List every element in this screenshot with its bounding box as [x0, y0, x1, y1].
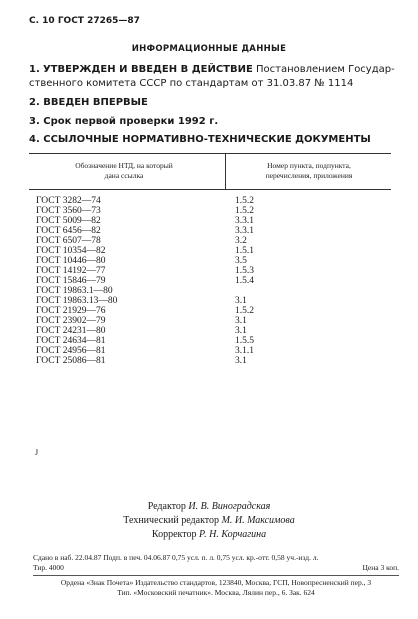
section-title: ИНФОРМАЦИОННЫЕ ДАННЫЕ: [131, 44, 287, 54]
table-body: [29, 196, 391, 366]
table-column-divider: [225, 153, 226, 189]
item-approved: [29, 63, 401, 90]
imprint-printer-line: Тип. «Московский печатник». Москва, Лялин пер., 6. Зак. 624: [117, 588, 315, 597]
point-cell: 3.1: [235, 316, 247, 326]
table-row: [29, 306, 391, 316]
imprint-price: Цена 3 коп.: [362, 563, 399, 572]
point-cell: 3.1: [235, 326, 247, 336]
item-lead: УТВЕРЖДЕН И ВВЕДЕН В ДЕЙСТВИЕ: [42, 64, 253, 75]
column-header-point: [229, 161, 389, 181]
column-header-ntd: [39, 161, 209, 181]
table-row: [29, 256, 391, 266]
ntd-cell: ГОСТ 19863.1—80: [36, 286, 113, 296]
column-header-point-line1: Номер пункта, подпункта,: [267, 161, 351, 170]
item-text-line2: ственного комитета СССР по стандартам от 31.03.87 № 1114: [29, 77, 354, 89]
ntd-cell: ГОСТ 14192—77: [36, 266, 106, 276]
point-cell: 3.5: [235, 256, 247, 266]
table-row: [29, 326, 391, 336]
imprint-circulation: Тир. 4000: [33, 563, 64, 572]
table-row: [29, 286, 391, 296]
table-row: [29, 356, 391, 366]
table-row: [29, 236, 391, 246]
item-review-date: 3. Срок первой проверки 1992 г.: [29, 116, 219, 127]
table-row: [29, 266, 391, 276]
table-row: [29, 336, 391, 346]
imprint-divider: [33, 575, 399, 576]
point-cell: 1.5.4: [235, 276, 254, 286]
ntd-cell: ГОСТ 5009—82: [36, 216, 101, 226]
table-header-rule: [29, 189, 391, 190]
point-cell: 1.5.2: [235, 306, 254, 316]
point-cell: 1.5.2: [235, 206, 254, 216]
ntd-cell: ГОСТ 6456—82: [36, 226, 101, 236]
ntd-cell: ГОСТ 24634—81: [36, 336, 106, 346]
column-header-point-line2: перечисления, приложения: [265, 171, 353, 180]
item-introduced: 2. ВВЕДЕН ВПЕРВЫЕ: [29, 97, 148, 108]
point-cell: 3.3.1: [235, 216, 254, 226]
table-row: [29, 206, 391, 216]
table-top-rule: [29, 153, 391, 154]
column-header-ntd-line2: дана ссылка: [104, 171, 144, 180]
corrector-name: Р. Н. Корчагина: [198, 529, 267, 540]
table-row: [29, 346, 391, 356]
point-cell: 1.5.2: [235, 196, 254, 206]
table-row: [29, 296, 391, 306]
credits-block: [0, 500, 418, 542]
ntd-cell: ГОСТ 3560—73: [36, 206, 101, 216]
tech-editor-label: Технический редактор: [123, 515, 220, 526]
ntd-cell: ГОСТ 10354—82: [36, 246, 106, 256]
column-header-ntd-line1: Обозначение НТД, на который: [75, 161, 173, 170]
table-row: [29, 246, 391, 256]
ntd-cell: ГОСТ 23902—79: [36, 316, 106, 326]
corrector-label: Корректор: [151, 529, 197, 540]
page-header: С. 10 ГОСТ 27265—87: [29, 16, 140, 26]
point-cell: 3.1: [235, 356, 247, 366]
ntd-cell: ГОСТ 24956—81: [36, 346, 106, 356]
editor-name: И. В. Виноградская: [188, 501, 271, 512]
ntd-cell: ГОСТ 24231—80: [36, 326, 106, 336]
ntd-cell: ГОСТ 19863.13—80: [36, 296, 118, 306]
table-row: [29, 226, 391, 236]
ntd-cell: ГОСТ 3282—74: [36, 196, 101, 206]
ntd-cell: ГОСТ 25086—81: [36, 356, 106, 366]
table-row: [29, 216, 391, 226]
point-cell: 3.1: [235, 296, 247, 306]
point-cell: 3.2: [235, 236, 247, 246]
editor-label: Редактор: [147, 501, 186, 512]
stray-mark: J: [35, 448, 39, 457]
point-cell: 3.3.1: [235, 226, 254, 236]
item-reference-docs: 4. ССЫЛОЧНЫЕ НОРМАТИВНО-ТЕХНИЧЕСКИЕ ДОКУМЕНТЫ: [29, 134, 371, 145]
ntd-cell: ГОСТ 21929—76: [36, 306, 106, 316]
point-cell: 1.5.5: [235, 336, 254, 346]
editor-line: [0, 500, 418, 514]
point-cell: 3.1.1: [235, 346, 254, 356]
tech-editor-name: М. И. Максимова: [221, 515, 295, 526]
imprint-print-data: [33, 553, 399, 573]
point-cell: 1.5.1: [235, 246, 254, 256]
table-row: [29, 316, 391, 326]
table-row: [29, 196, 391, 206]
imprint-publisher: [33, 578, 399, 598]
table-row: [29, 276, 391, 286]
item-text-rest: Постановлением Государ-: [256, 64, 395, 75]
ntd-cell: ГОСТ 10446—80: [36, 256, 106, 266]
ntd-cell: ГОСТ 15846—79: [36, 276, 106, 286]
imprint-line1: Сдано в наб. 22.04.87 Подп. в печ. 04.06.87 0,75 усл. п. л. 0,75 усл. кр.-отт. 0,58 уч.-изд. л.: [33, 553, 319, 562]
item-number: 1.: [29, 64, 40, 75]
tech-editor-line: [0, 514, 418, 528]
imprint-publisher-line: Ордена «Знак Почета» Издательство стандартов, 123840, Москва, ГСП, Новопресненский пер., 3: [60, 578, 372, 587]
point-cell: 1.5.3: [235, 266, 254, 276]
ntd-cell: ГОСТ 6507—78: [36, 236, 101, 246]
corrector-line: [0, 528, 418, 542]
